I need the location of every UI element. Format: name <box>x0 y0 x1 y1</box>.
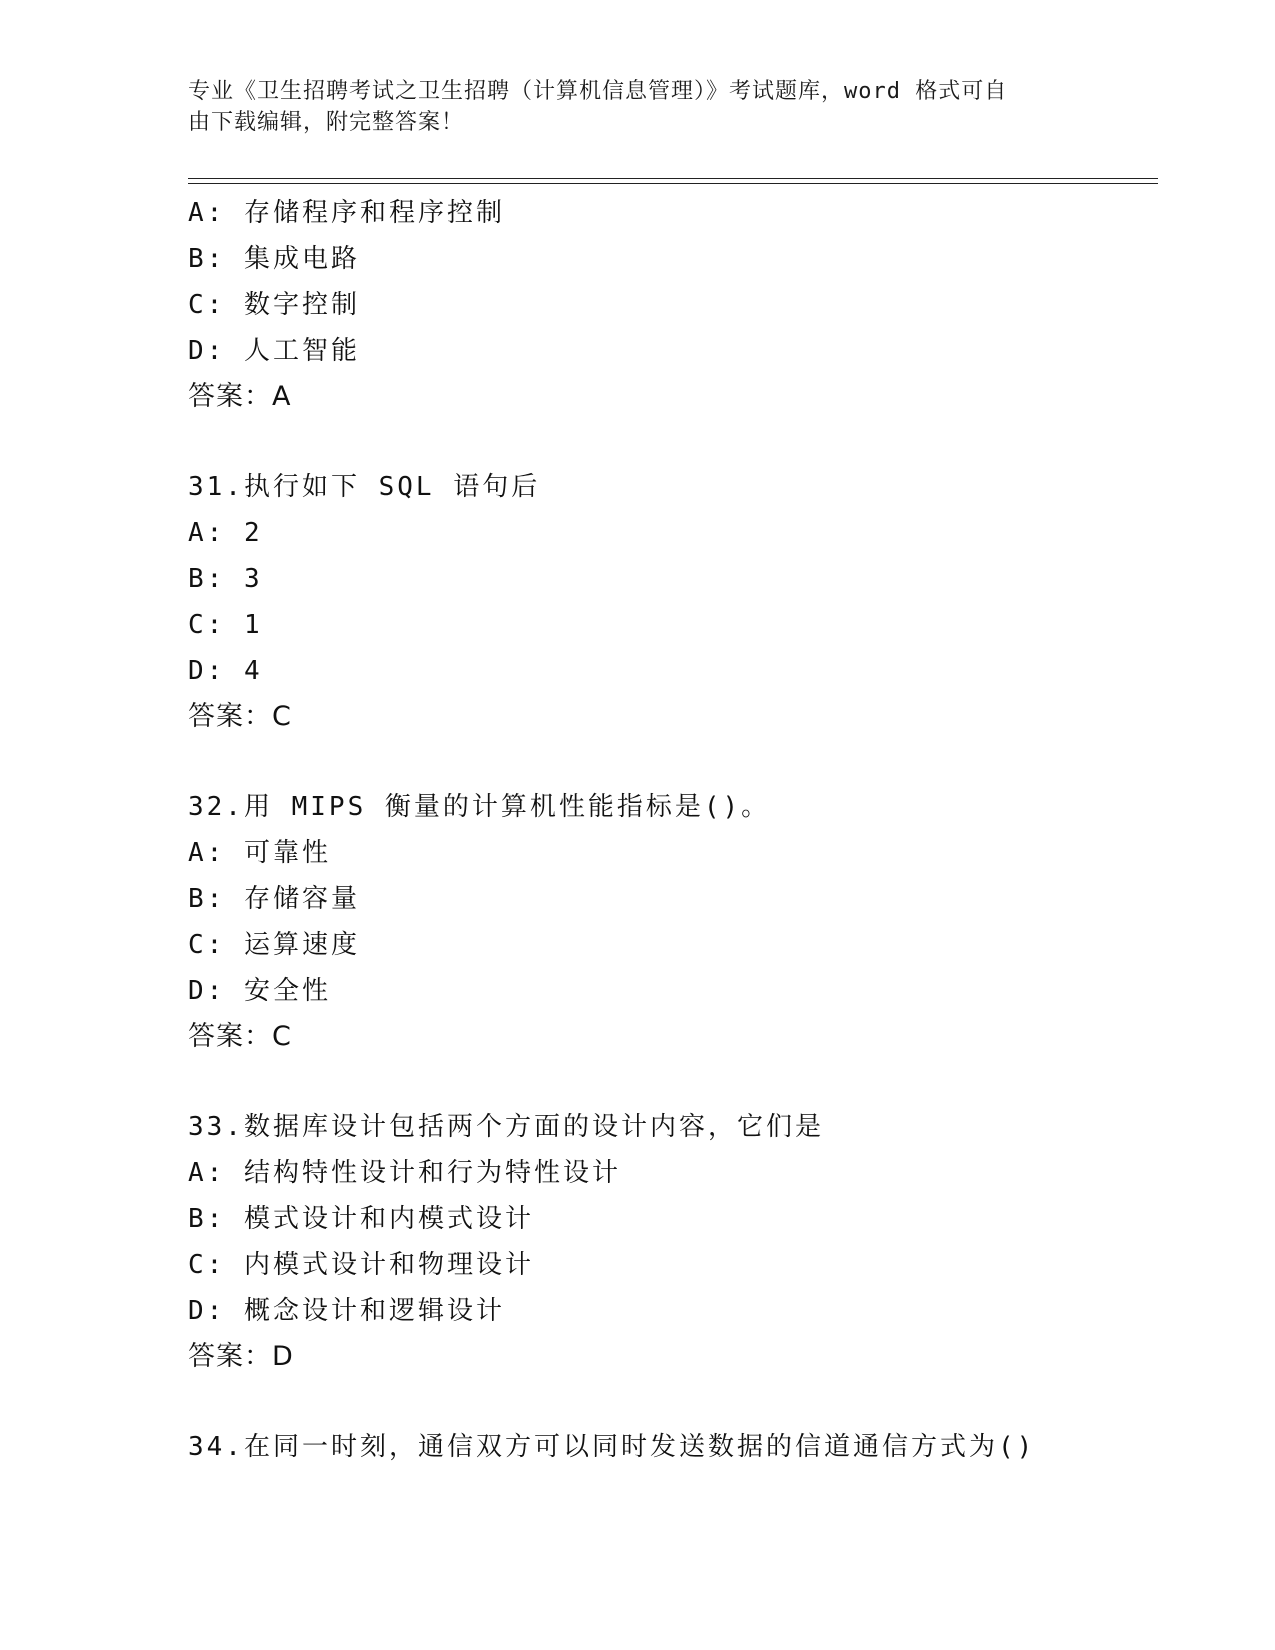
option-a: A: 结构特性设计和行为特性设计 <box>188 1158 621 1188</box>
option-c: C: 内模式设计和物理设计 <box>188 1250 534 1280</box>
question-text: 32.用 MIPS 衡量的计算机性能指标是()。 <box>188 792 771 822</box>
answer-label: 答案：C <box>188 701 292 732</box>
question-block-30 <box>188 190 1168 420</box>
option-a: A: 2 <box>188 518 263 548</box>
question-block-34 <box>188 1424 1168 1470</box>
document-header <box>188 76 1078 138</box>
option-c: C: 数字控制 <box>188 290 360 320</box>
option-d: D: 4 <box>188 656 263 686</box>
option-a: A: 存储程序和程序控制 <box>188 198 505 228</box>
header-divider-top <box>188 178 1158 179</box>
question-block-32 <box>188 784 1168 1060</box>
question-text: 34.在同一时刻，通信双方可以同时发送数据的信道通信方式为() <box>188 1432 1036 1462</box>
option-c: C: 1 <box>188 610 263 640</box>
question-block-33 <box>188 1104 1168 1380</box>
option-b: B: 3 <box>188 564 263 594</box>
option-d: D: 概念设计和逻辑设计 <box>188 1296 505 1326</box>
question-text: 31.执行如下 SQL 语句后 <box>188 472 541 502</box>
option-b: B: 模式设计和内模式设计 <box>188 1204 534 1234</box>
question-block-31 <box>188 464 1168 740</box>
question-spacer <box>188 1380 1168 1424</box>
question-text: 33.数据库设计包括两个方面的设计内容，它们是 <box>188 1112 824 1142</box>
answer-label: 答案：D <box>188 1341 294 1372</box>
question-list <box>188 190 1168 1470</box>
answer-label: 答案：A <box>188 381 292 412</box>
option-d: D: 安全性 <box>188 976 331 1006</box>
option-b: B: 存储容量 <box>188 884 360 914</box>
option-c: C: 运算速度 <box>188 930 360 960</box>
option-d: D: 人工智能 <box>188 336 360 366</box>
option-b: B: 集成电路 <box>188 244 360 274</box>
header-divider-bottom <box>188 183 1158 184</box>
question-spacer <box>188 740 1168 784</box>
question-spacer <box>188 1060 1168 1104</box>
question-spacer <box>188 420 1168 464</box>
answer-label: 答案：C <box>188 1021 292 1052</box>
header-line-1: 专业《卫生招聘考试之卫生招聘（计算机信息管理）》考试题库，word 格式可自 <box>188 79 1008 104</box>
header-line-2: 由下载编辑，附完整答案！ <box>188 110 465 135</box>
option-a: A: 可靠性 <box>188 838 331 868</box>
